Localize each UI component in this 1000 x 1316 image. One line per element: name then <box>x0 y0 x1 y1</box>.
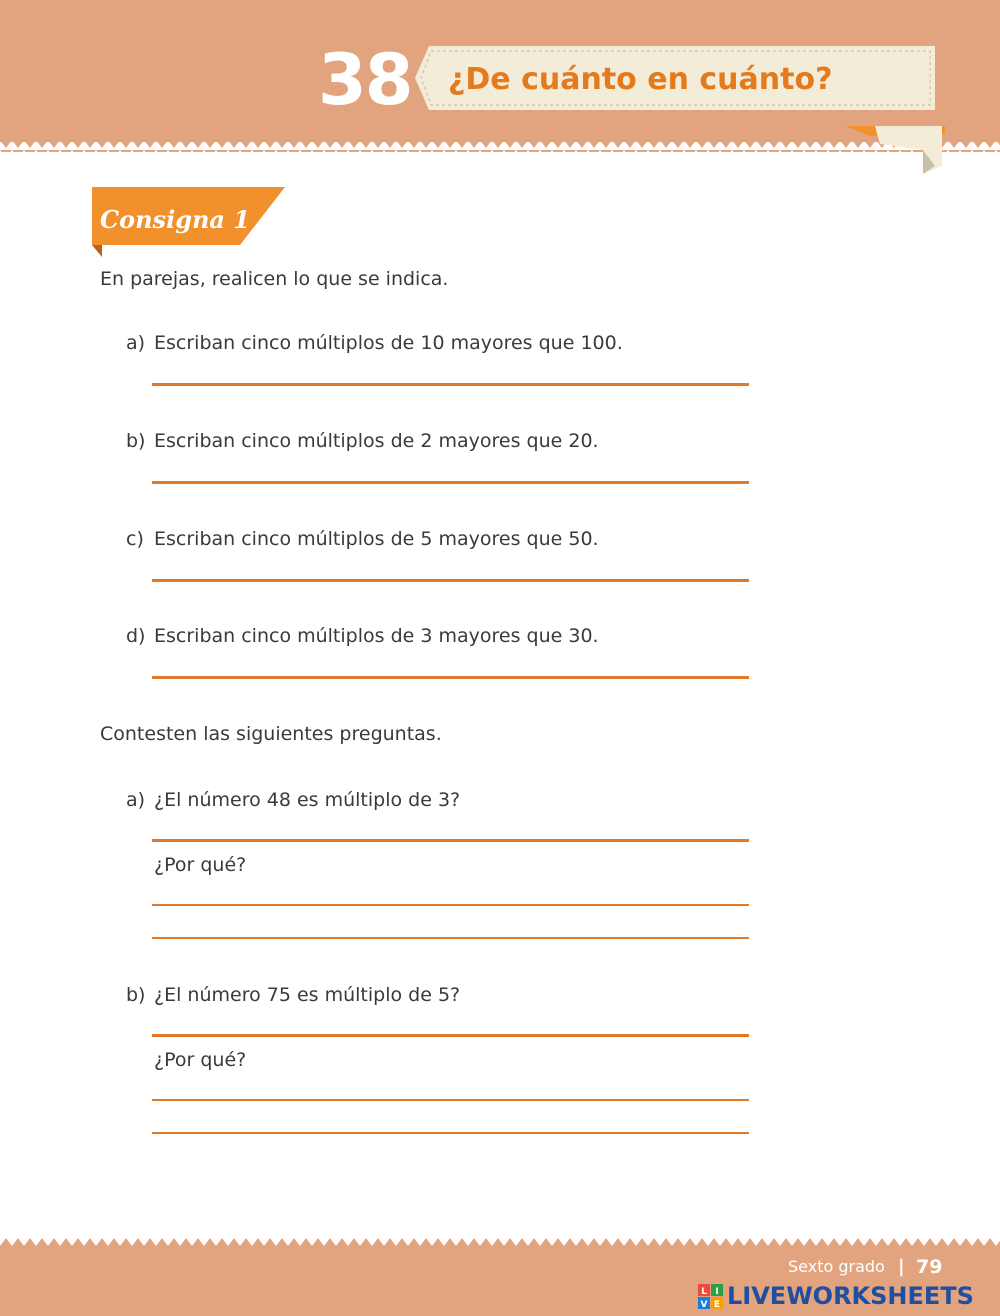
item-letter: b) <box>126 430 146 452</box>
watermark-brand: LIVEWORKSHEETS <box>727 1282 974 1310</box>
answer-line[interactable] <box>152 1034 749 1037</box>
item-text: Escriban cinco múltiplos de 3 mayores que 30. <box>154 625 599 647</box>
item-letter: a) <box>126 332 146 354</box>
question-text: ¿El número 48 es múltiplo de 3? <box>154 789 461 811</box>
question-letter: a) <box>126 789 146 811</box>
footer-grade: Sexto grado <box>788 1257 885 1276</box>
lesson-title: ¿De cuánto en cuánto? <box>448 62 833 97</box>
svg-text:E: E <box>713 1300 721 1310</box>
answer-line[interactable] <box>152 579 749 582</box>
question-text: ¿El número 75 es múltiplo de 5? <box>154 984 461 1006</box>
svg-text:I: I <box>715 1287 719 1297</box>
lesson-number: 38 <box>318 39 412 121</box>
answer-line[interactable] <box>152 383 749 386</box>
intro-instruction: En parejas, realicen lo que se indica. <box>100 268 449 290</box>
section-label: Consigna 1 <box>100 205 251 234</box>
item-letter: d) <box>126 625 146 647</box>
item-text: Escriban cinco múltiplos de 5 mayores que 50. <box>154 528 599 550</box>
why-label: ¿Por qué? <box>154 854 247 876</box>
item-text: Escriban cinco múltiplos de 10 mayores que 100. <box>154 332 623 354</box>
svg-text:V: V <box>700 1300 708 1310</box>
liveworksheets-logo-icon <box>698 1284 724 1310</box>
answer-line[interactable] <box>152 1132 749 1134</box>
answer-line[interactable] <box>152 839 749 842</box>
footer-separator: | <box>898 1256 905 1277</box>
answer-line[interactable] <box>152 904 749 906</box>
question-letter: b) <box>126 984 146 1006</box>
questions-intro: Contesten las siguientes preguntas. <box>100 723 442 745</box>
item-text: Escriban cinco múltiplos de 2 mayores que 20. <box>154 430 599 452</box>
item-letter: c) <box>126 528 144 550</box>
page-number: 79 <box>916 1256 943 1278</box>
why-label: ¿Por qué? <box>154 1049 247 1071</box>
answer-line[interactable] <box>152 937 749 939</box>
answer-line[interactable] <box>152 676 749 679</box>
answer-line[interactable] <box>152 1099 749 1101</box>
answer-line[interactable] <box>152 481 749 484</box>
svg-text:L: L <box>701 1287 707 1297</box>
